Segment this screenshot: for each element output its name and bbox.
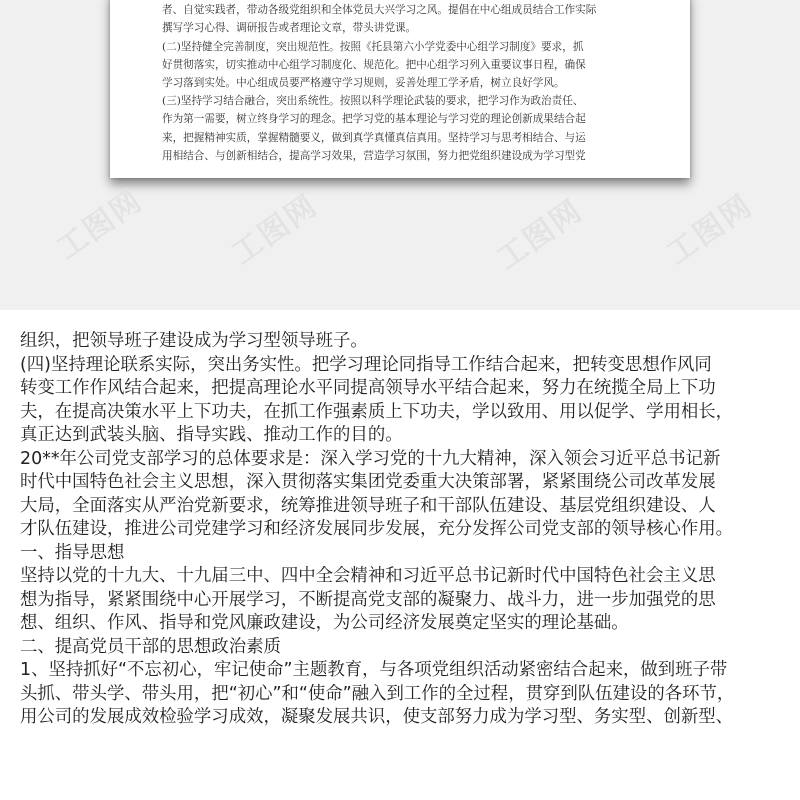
document-page-preview [110, 0, 690, 178]
body-line: 20**年公司党支部学习的总体要求是：深入学习党的十九大精神，深入领会习近平总书记新 [20, 448, 721, 469]
watermark: 工图网 [50, 183, 150, 267]
body-line: 用公司的发展成效检验学习成效，凝聚发展共识，使支部努力成为学习型、务实型、创新型、 [20, 707, 734, 727]
document-body [20, 330, 790, 730]
watermark: 工图网 [490, 193, 590, 277]
body-line: 才队伍建设，推进公司党建学习和经济发展同步发展，充分发挥公司党支部的领导核心作用。 [20, 519, 734, 539]
paper-line: (三)坚持学习结合融合，突出系统性。按照以科学理论武装的要求，把学习作为政治责任、 [162, 95, 584, 108]
paper-line: 作为第一需要，树立终身学习的理念。把学习党的基本理论与学习党的理论创新成果结合起 [162, 113, 586, 126]
body-line: 真正达到武装头脑、指导实践、推动工作的目的。 [20, 425, 403, 445]
paper-line: 者、自觉实践者，带动各级党组织和全体党员大兴学习之风。提倡在中心组成员结合工作实际 [162, 4, 597, 17]
body-line: 二、提高党员干部的思想政治素质 [20, 636, 281, 657]
body-line: 大局，全面落实从严治党新要求，统筹推进领导班子和干部队伍建设、基层党组织建设、人 [20, 495, 716, 516]
paper-line: 来，把握精神实质，掌握精髓要义，做到真学真懂真信真用。坚持学习与思考相结合、与运 [162, 131, 586, 144]
body-line: 转变工作作风结合起来，把提高理论水平同提高领导水平结合起来，努力在统揽全局上下功 [20, 378, 716, 398]
watermark: 工图网 [660, 188, 760, 272]
watermark: 工图网 [225, 188, 325, 272]
paper-line: 撰写学习心得、调研报告或者理论文章，带头讲党课。 [162, 22, 417, 35]
body-line: 想为指导，紧紧围绕中心开展学习，不断提高党支部的凝聚力、战斗力，进一步加强党的思 [20, 589, 716, 610]
body-line: 头抓、带头学、带头用，把“初心”和“使命”融入到工作的全过程，贯穿到队伍建设的各环节， [20, 683, 735, 704]
body-line: 夫，在提高决策水平上下功夫，在抓工作强素质上下功夫，学以致用、用以促学、学用相长， [20, 401, 734, 422]
body-line: 坚持以党的十九大、十九届三中、四中全会精神和习近平总书记新时代中国特色社会主义思 [20, 566, 716, 586]
body-line: 一、指导思想 [20, 542, 125, 563]
paper-line: 好贯彻落实，切实推动中心组学习制度化、规范化。把中心组学习列入重要议事日程，确保 [162, 58, 586, 71]
body-line: 组织，把领导班子建设成为学习型领导班子。 [20, 331, 368, 351]
body-line: 想、组织、作风、指导和党风廉政建设，为公司经济发展奠定坚实的理论基础。 [20, 613, 629, 633]
paper-line: 用相结合、与创新相结合，提高学习效果，营造学习氛围，努力把党组织建设成为学习型党 [162, 149, 586, 162]
body-line: (四)坚持理论联系实际，突出务实性。把学习理论同指导工作结合起来，把转变思想作风同 [20, 354, 712, 375]
document-preview-area [0, 0, 800, 310]
document-page-text [162, 0, 662, 165]
body-line: 1、坚持抓好“不忘初心，牢记使命”主题教育，与各项党组织活动紧密结合起来，做到班子带 [20, 660, 728, 680]
body-line: 时代中国特色社会主义思想，深入贯彻落实集团党委重大决策部署，紧紧围绕公司改革发展 [20, 472, 716, 492]
paper-line: 学习落到实处。中心组成员要严格遵守学习规则，妥善处理工学矛盾，树立良好学风。 [162, 77, 565, 90]
paper-line: (二)坚持健全完善制度，突出规范性。按照《托县第六小学党委中心组学习制度》要求，抓 [162, 40, 584, 53]
